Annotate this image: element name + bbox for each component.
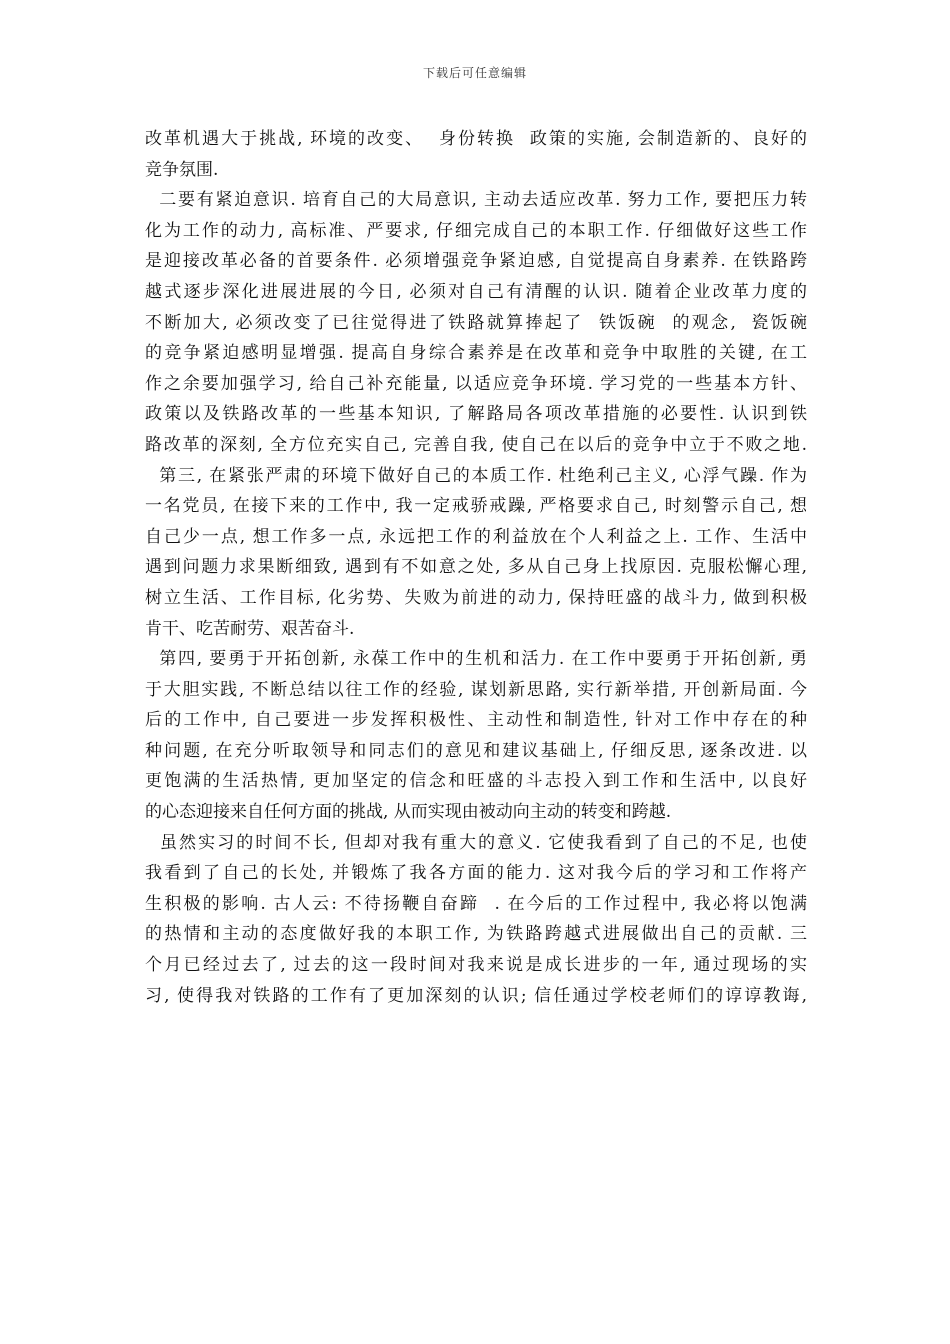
text-line: 作之余要加强学习, 给自己补充能量, 以适应竞争环境. 学习党的一些基本方针、 [145,373,807,394]
text-line: 化为工作的动力, 高标准、严要求, 仔细完成自己的本职工作. 仔细做好这些工作 [145,220,807,241]
page-header: 下载后可任意编辑 [422,66,527,80]
text-line: 不断加大, 必须改变了已往觉得进了铁路就算捧起了 铁饭碗 的观念, 瓷饭碗 [145,312,807,333]
text-line: 虽然实习的时间不长, 但却对我有重大的意义. 它使我看到了自己的不足, 也使 [145,832,807,853]
text-line: 更饱满的生活热情, 更加坚定的信念和旺盛的斗志投入到工作和生活中, 以良好 [145,771,807,792]
text-line: 的竞争紧迫感明显增强. 提高自身综合素养是在改革和竞争中取胜的关键, 在工 [145,343,807,364]
text-line: 第四, 要勇于开拓创新, 永葆工作中的生机和活力. 在工作中要勇于开拓创新, 勇 [145,649,807,670]
text-line: 第三, 在紧张严肃的环境下做好自己的本质工作. 杜绝利己主义, 心浮气躁. 作为 [145,465,807,486]
text-line: 越式逐步深化进展进展的今日, 必须对自己有清醒的认识. 随着企业改革力度的 [145,281,807,302]
text-line: 政策以及铁路改革的一些基本知识, 了解路局各项改革措施的必要性. 认识到铁 [145,404,807,425]
text-line: 一名党员, 在接下来的工作中, 我一定戒骄戒躁, 严格要求自己, 时刻警示自己, 想 [145,496,807,517]
text-line: 肯干、吃苦耐劳、艰苦奋斗. [145,618,355,639]
text-line: 我看到了自己的长处, 并锻炼了我各方面的能力. 这对我今后的学习和工作将产 [145,863,807,884]
text-line: 自己少一点, 想工作多一点, 永远把工作的利益放在个人利益之上. 工作、生活中 [145,526,807,547]
document-body [145,124,807,1011]
text-line: 竞争氛围. [145,159,219,180]
text-line: 的热情和主动的态度做好我的本职工作, 为铁路跨越式进展做出自己的贡献. 三 [145,924,807,945]
text-line: 生积极的影响. 古人云: 不待扬鞭自奋蹄 . 在今后的工作过程中, 我必将以饱满 [145,893,807,914]
text-line: 习, 使得我对铁路的工作有了更加深刻的认识; 信任通过学校老师们的谆谆教诲, [145,985,807,1006]
text-line: 是迎接改革必备的首要条件. 必须增强竞争紧迫感, 自觉提高自身素养. 在铁路跨 [145,251,807,272]
text-line: 改革机遇大于挑战, 环境的改变、 身份转换 政策的实施, 会制造新的、良好的 [145,129,807,149]
text-line: 个月已经过去了, 过去的这一段时间对我来说是成长进步的一年, 通过现场的实 [145,955,807,976]
text-line: 种问题, 在充分听取领导和同志们的意见和建议基础上, 仔细反思, 逐条改进. 以 [145,740,807,761]
text-line: 后的工作中, 自己要进一步发挥积极性、主动性和制造性, 针对工作中存在的种 [145,710,807,731]
text-line: 遇到问题力求果断细致, 遇到有不如意之处, 多从自己身上找原因. 克服松懈心理, [145,557,807,578]
text-line: 于大胆实践, 不断总结以往工作的经验, 谋划新思路, 实行新举措, 开创新局面. 今 [145,679,807,700]
text-line: 树立生活、工作目标, 化劣势、失败为前进的动力, 保持旺盛的战斗力, 做到积极 [145,587,807,608]
text-line: 二要有紧迫意识. 培育自己的大局意识, 主动去适应改革. 努力工作, 要把压力转 [145,190,807,211]
text-line: 的心态迎接来自任何方面的挑战, 从而实现由被动向主动的转变和跨越. [145,802,672,823]
text-line: 路改革的深刻, 全方位充实自己, 完善自我, 使自己在以后的竞争中立于不败之地. [145,434,807,455]
